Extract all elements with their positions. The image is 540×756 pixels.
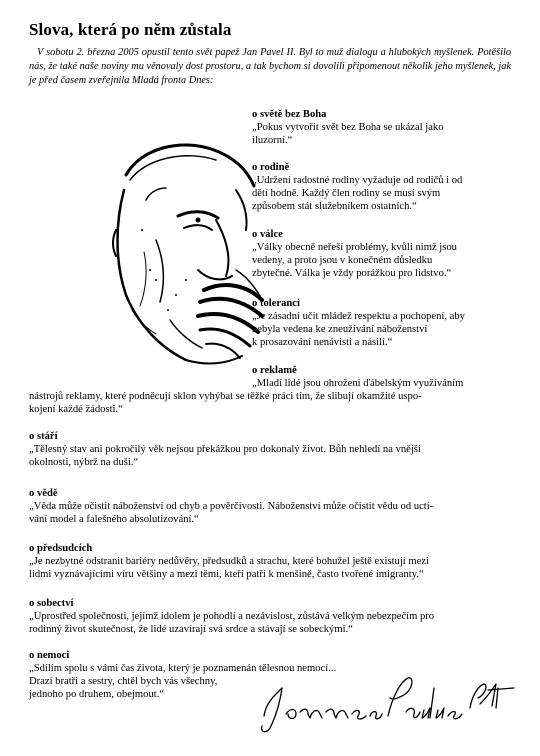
quote-text: „Mladí lidé jsou ohroženi ďábelským využíváním nástrojů reklamy, které podněcují sklon vyhýbat se těžké práci tím, že slibují okamžité uspo- kojení každé žádosti.“ (29, 378, 464, 415)
quote-text: „Pokus vytvořit svět bez Boha se ukázal jako iluzorní.“ (252, 122, 444, 146)
quote-heading: o reklamě (252, 365, 297, 376)
quote-section (29, 542, 519, 581)
pope-portrait-sketch (86, 120, 264, 372)
quote-text: „Je zásadní učit mládež respektu a pochopení, aby nebyla vedena ke zneužívání náboženství k prosazování nenávisti a násilí.“ (252, 311, 465, 348)
quote-section (252, 297, 514, 349)
quote-heading: o rodině (252, 162, 290, 173)
quote-section (252, 228, 514, 280)
quote-text: „Udržení radostné rodiny vyžaduje od rodičů i od dětí hodně. Každý člen rodiny se musí svým způsobem stát služebníkem ostatních.“ (252, 175, 463, 212)
quote-text: „Uprostřed společnosti, jejímž idolem je pohodlí a nezávislost, zůstává velkým nebezpečím pro rodinný život skutečnost, že lidé uzavírají svá srdce a stávají se sobeckými.“ (29, 611, 435, 635)
quote-heading: o světě bez Boha (252, 109, 327, 120)
quote-heading: o nemoci (29, 650, 70, 661)
quote-section (29, 430, 519, 469)
quote-text: „Sdílím spolu s vámi čas života, který je poznamenán tělesnou nemocí... Drazí bratři a sestry, chtěl bych vás všechny, jednoho po druhem, obejmout.“ (29, 663, 337, 700)
quote-heading: o sobectví (29, 598, 74, 609)
quote-text: „Války obecně neřeší problémy, kvůli nimž jsou vedeny, a proto jsou v konečném důsledku zbytečné. Válka je vždy porážkou pro lidstvo.“ (252, 242, 457, 279)
quote-section (252, 161, 514, 213)
quote-heading: o vědě (29, 488, 58, 499)
quote-text: „Je nezbytné odstranit bariéry nedůvěry, předsudků a strachu, které bohužel ještě existují mezi lidmi vyznávajícími víru většiny a mezi těmi, kteří patří k menšině, často tvořené imigranty.“ (29, 556, 429, 580)
quote-section (29, 487, 519, 526)
quote-heading: o stáří (29, 431, 58, 442)
article-title: Slova, která po něm zůstala (29, 20, 232, 39)
quote-heading: o válce (252, 229, 283, 240)
quote-heading: o toleranci (252, 298, 300, 309)
quote-section (29, 364, 519, 416)
quote-heading: o předsudcích (29, 543, 93, 554)
quote-text: „Tělesný stav ani pokročilý věk nejsou překážkou pro dokonalý život. Bůh nehledí na vnější okolnosti, nýbrž na duši.“ (29, 444, 421, 468)
pope-signature (252, 668, 520, 740)
quote-section (252, 108, 514, 147)
quote-text: „Věda může očistit náboženství od chyb a pověrčivosti. Náboženství může očistit vědu od uctí- vání model a falešného absolutizování.“ (29, 501, 434, 525)
article-intro: V sobotu 2. března 2005 opustil tento svět papež Jan Pavel II. Byl to muž dialogu a hlubokých myšlenek. Potěšilo nás, že také naše noviny mu věnovaly dost prostoru, a tak bychom si dovolili připomenout několik jeho myšlenek, jak je před časem zveřejnila Mladá fronta Dnes: (29, 47, 511, 86)
quote-section (29, 597, 519, 636)
